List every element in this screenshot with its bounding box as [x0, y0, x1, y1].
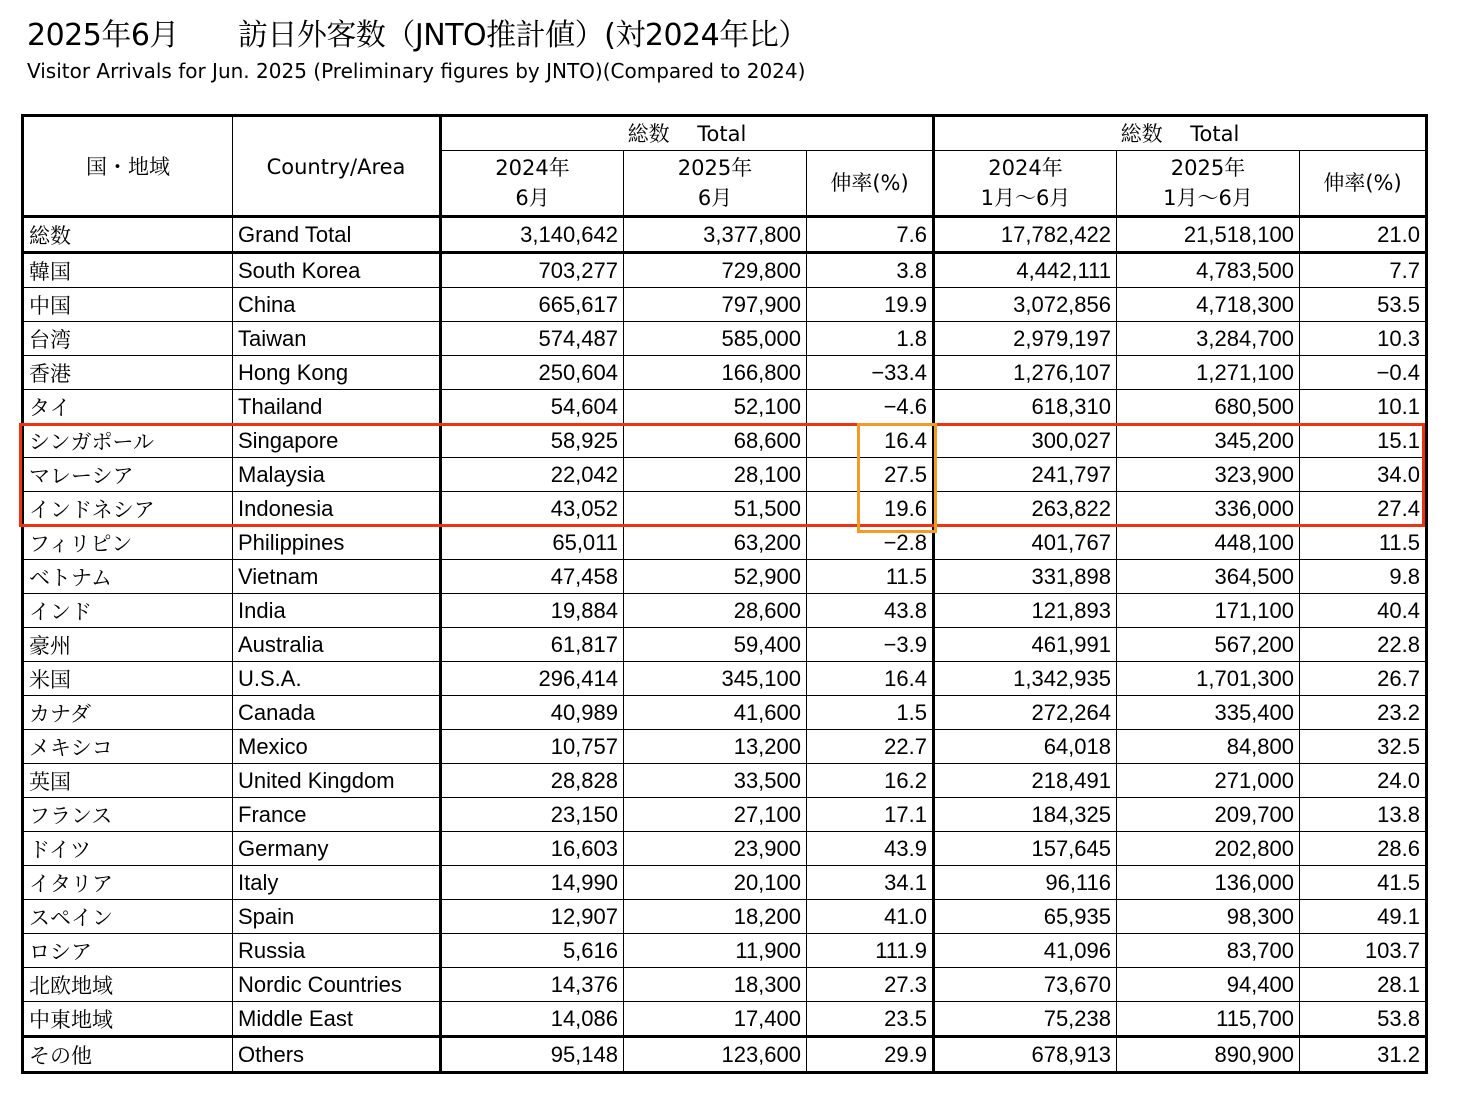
cell-yg: 24.0 [1300, 764, 1427, 798]
cell-m2024: 703,277 [441, 253, 624, 288]
table-row [23, 900, 1427, 934]
cell-y2025: 115,700 [1117, 1002, 1300, 1037]
table-row [23, 390, 1427, 424]
cell-m2025: 13,200 [624, 730, 807, 764]
cell-m2025: 59,400 [624, 628, 807, 662]
table-row [23, 253, 1427, 288]
cell-m2025: 11,900 [624, 934, 807, 968]
cell-en: Singapore [233, 424, 441, 458]
cell-mg: 1.8 [807, 322, 934, 356]
cell-y2025: 202,800 [1117, 832, 1300, 866]
table-row [23, 934, 1427, 968]
cell-mg: −3.9 [807, 628, 934, 662]
column-header-country-ja: 国・地域 [23, 116, 233, 217]
table-row [23, 492, 1427, 526]
cell-m2025: 123,600 [624, 1037, 807, 1073]
table-row [23, 1002, 1427, 1037]
cell-yg: 10.3 [1300, 322, 1427, 356]
cell-yg: 26.7 [1300, 662, 1427, 696]
cell-mg: 16.4 [807, 662, 934, 696]
cell-ja: 英国 [23, 764, 233, 798]
cell-en: Vietnam [233, 560, 441, 594]
cell-m2024: 23,150 [441, 798, 624, 832]
cell-y2025: 345,200 [1117, 424, 1300, 458]
cell-en: Russia [233, 934, 441, 968]
table-row [23, 628, 1427, 662]
cell-y2025: 271,000 [1117, 764, 1300, 798]
cell-ja: 台湾 [23, 322, 233, 356]
cell-yg: 15.1 [1300, 424, 1427, 458]
cell-m2025: 729,800 [624, 253, 807, 288]
group-header-ytd: 総数 Total [934, 116, 1427, 151]
cell-yg: 40.4 [1300, 594, 1427, 628]
cell-m2024: 43,052 [441, 492, 624, 526]
cell-m2025: 28,600 [624, 594, 807, 628]
cell-mg: 16.2 [807, 764, 934, 798]
cell-m2025: 585,000 [624, 322, 807, 356]
table-row [23, 662, 1427, 696]
cell-y2025: 171,100 [1117, 594, 1300, 628]
cell-m2025: 52,100 [624, 390, 807, 424]
cell-m2025: 33,500 [624, 764, 807, 798]
cell-y2024: 300,027 [934, 424, 1117, 458]
column-header-ytd-2025: 2025年 1月〜6月 [1117, 151, 1300, 217]
cell-en: Philippines [233, 526, 441, 560]
cell-y2025: 84,800 [1117, 730, 1300, 764]
cell-yg: 9.8 [1300, 560, 1427, 594]
cell-y2024: 272,264 [934, 696, 1117, 730]
cell-m2024: 22,042 [441, 458, 624, 492]
cell-y2024: 461,991 [934, 628, 1117, 662]
cell-m2024: 296,414 [441, 662, 624, 696]
cell-y2024: 2,979,197 [934, 322, 1117, 356]
cell-m2024: 14,376 [441, 968, 624, 1002]
cell-ja: 香港 [23, 356, 233, 390]
cell-y2024: 157,645 [934, 832, 1117, 866]
table-body [23, 217, 1427, 1073]
cell-y2025: 336,000 [1117, 492, 1300, 526]
cell-m2025: 51,500 [624, 492, 807, 526]
cell-mg: 23.5 [807, 1002, 934, 1037]
cell-y2025: 1,271,100 [1117, 356, 1300, 390]
cell-en: China [233, 288, 441, 322]
cell-ja: 豪州 [23, 628, 233, 662]
cell-mg: −2.8 [807, 526, 934, 560]
cell-y2025: 4,783,500 [1117, 253, 1300, 288]
column-header-ytd-2024: 2024年 1月〜6月 [934, 151, 1117, 217]
cell-y2024: 184,325 [934, 798, 1117, 832]
cell-m2025: 18,200 [624, 900, 807, 934]
cell-m2024: 250,604 [441, 356, 624, 390]
cell-en: Malaysia [233, 458, 441, 492]
table-row [23, 560, 1427, 594]
cell-en: Taiwan [233, 322, 441, 356]
cell-m2024: 16,603 [441, 832, 624, 866]
cell-ja: メキシコ [23, 730, 233, 764]
cell-ja: ベトナム [23, 560, 233, 594]
cell-y2025: 364,500 [1117, 560, 1300, 594]
cell-y2024: 1,276,107 [934, 356, 1117, 390]
cell-ja: カナダ [23, 696, 233, 730]
cell-mg: 11.5 [807, 560, 934, 594]
table-row [23, 696, 1427, 730]
cell-y2025: 323,900 [1117, 458, 1300, 492]
cell-m2024: 40,989 [441, 696, 624, 730]
cell-en: Thailand [233, 390, 441, 424]
cell-en: Italy [233, 866, 441, 900]
cell-mg: 7.6 [807, 217, 934, 253]
cell-m2024: 28,828 [441, 764, 624, 798]
cell-y2025: 448,100 [1117, 526, 1300, 560]
cell-m2025: 18,300 [624, 968, 807, 1002]
cell-y2024: 65,935 [934, 900, 1117, 934]
cell-ja: マレーシア [23, 458, 233, 492]
column-header-ytd-growth: 伸率(%) [1300, 151, 1427, 217]
table-row [23, 730, 1427, 764]
cell-en: France [233, 798, 441, 832]
cell-m2024: 54,604 [441, 390, 624, 424]
cell-en: Germany [233, 832, 441, 866]
cell-m2025: 23,900 [624, 832, 807, 866]
cell-mg: 3.8 [807, 253, 934, 288]
cell-y2025: 3,284,700 [1117, 322, 1300, 356]
cell-y2024: 678,913 [934, 1037, 1117, 1073]
cell-ja: 総数 [23, 217, 233, 253]
table-row [23, 322, 1427, 356]
cell-mg: 41.0 [807, 900, 934, 934]
cell-en: United Kingdom [233, 764, 441, 798]
cell-y2024: 218,491 [934, 764, 1117, 798]
table-row [23, 356, 1427, 390]
cell-y2025: 21,518,100 [1117, 217, 1300, 253]
cell-yg: 11.5 [1300, 526, 1427, 560]
cell-ja: スペイン [23, 900, 233, 934]
cell-mg: 43.8 [807, 594, 934, 628]
cell-y2024: 41,096 [934, 934, 1117, 968]
cell-ja: 韓国 [23, 253, 233, 288]
cell-y2024: 96,116 [934, 866, 1117, 900]
cell-ja: タイ [23, 390, 233, 424]
cell-yg: 23.2 [1300, 696, 1427, 730]
table-row [23, 1037, 1427, 1073]
cell-y2024: 75,238 [934, 1002, 1117, 1037]
cell-ja: その他 [23, 1037, 233, 1073]
cell-m2024: 58,925 [441, 424, 624, 458]
cell-y2024: 64,018 [934, 730, 1117, 764]
cell-m2024: 19,884 [441, 594, 624, 628]
cell-y2025: 83,700 [1117, 934, 1300, 968]
cell-m2024: 47,458 [441, 560, 624, 594]
cell-yg: 32.5 [1300, 730, 1427, 764]
cell-mg: 111.9 [807, 934, 934, 968]
cell-y2024: 1,342,935 [934, 662, 1117, 696]
table-row [23, 798, 1427, 832]
cell-ja: フランス [23, 798, 233, 832]
cell-m2024: 61,817 [441, 628, 624, 662]
cell-m2025: 63,200 [624, 526, 807, 560]
cell-m2025: 166,800 [624, 356, 807, 390]
cell-yg: 21.0 [1300, 217, 1427, 253]
cell-y2024: 263,822 [934, 492, 1117, 526]
cell-m2025: 27,100 [624, 798, 807, 832]
cell-yg: 53.5 [1300, 288, 1427, 322]
group-header-june: 総数 Total [441, 116, 934, 151]
cell-en: Spain [233, 900, 441, 934]
cell-mg: 1.5 [807, 696, 934, 730]
table-row [23, 764, 1427, 798]
table-row [23, 424, 1427, 458]
cell-m2024: 14,990 [441, 866, 624, 900]
cell-yg: 53.8 [1300, 1002, 1427, 1037]
cell-yg: 34.0 [1300, 458, 1427, 492]
cell-yg: 28.6 [1300, 832, 1427, 866]
column-header-june-growth: 伸率(%) [807, 151, 934, 217]
cell-mg: 27.5 [807, 458, 934, 492]
cell-y2024: 241,797 [934, 458, 1117, 492]
cell-en: India [233, 594, 441, 628]
cell-en: Australia [233, 628, 441, 662]
cell-en: Canada [233, 696, 441, 730]
table-row [23, 968, 1427, 1002]
cell-ja: 中国 [23, 288, 233, 322]
cell-m2025: 17,400 [624, 1002, 807, 1037]
table-row [23, 526, 1427, 560]
cell-yg: −0.4 [1300, 356, 1427, 390]
cell-m2025: 797,900 [624, 288, 807, 322]
cell-m2024: 65,011 [441, 526, 624, 560]
cell-y2024: 17,782,422 [934, 217, 1117, 253]
table-row [23, 866, 1427, 900]
column-header-june-2025: 2025年 6月 [624, 151, 807, 217]
cell-yg: 22.8 [1300, 628, 1427, 662]
cell-yg: 27.4 [1300, 492, 1427, 526]
cell-m2025: 28,100 [624, 458, 807, 492]
cell-m2024: 14,086 [441, 1002, 624, 1037]
cell-y2025: 209,700 [1117, 798, 1300, 832]
cell-mg: 43.9 [807, 832, 934, 866]
cell-mg: 27.3 [807, 968, 934, 1002]
cell-mg: −33.4 [807, 356, 934, 390]
cell-m2024: 12,907 [441, 900, 624, 934]
cell-m2025: 41,600 [624, 696, 807, 730]
cell-yg: 41.5 [1300, 866, 1427, 900]
cell-yg: 49.1 [1300, 900, 1427, 934]
table-row [23, 832, 1427, 866]
cell-m2025: 345,100 [624, 662, 807, 696]
page-title: 2025年6月 訪日外客数（JNTO推計値）(対2024年比） [27, 18, 808, 53]
cell-ja: 米国 [23, 662, 233, 696]
cell-m2024: 3,140,642 [441, 217, 624, 253]
cell-y2024: 4,442,111 [934, 253, 1117, 288]
cell-m2024: 95,148 [441, 1037, 624, 1073]
cell-yg: 103.7 [1300, 934, 1427, 968]
cell-en: Others [233, 1037, 441, 1073]
cell-mg: 19.6 [807, 492, 934, 526]
cell-y2025: 4,718,300 [1117, 288, 1300, 322]
visitor-arrivals-table [21, 114, 1428, 1074]
cell-en: Hong Kong [233, 356, 441, 390]
cell-m2025: 68,600 [624, 424, 807, 458]
page-subtitle: Visitor Arrivals for Jun. 2025 (Preliminary figures by JNTO)(Compared to 2024) [27, 59, 806, 83]
cell-y2025: 567,200 [1117, 628, 1300, 662]
cell-y2025: 890,900 [1117, 1037, 1300, 1073]
cell-mg: 29.9 [807, 1037, 934, 1073]
cell-en: U.S.A. [233, 662, 441, 696]
cell-mg: 19.9 [807, 288, 934, 322]
cell-y2025: 94,400 [1117, 968, 1300, 1002]
cell-y2024: 73,670 [934, 968, 1117, 1002]
column-header-june-2024: 2024年 6月 [441, 151, 624, 217]
table-row [23, 458, 1427, 492]
cell-ja: シンガポール [23, 424, 233, 458]
cell-m2024: 10,757 [441, 730, 624, 764]
cell-yg: 31.2 [1300, 1037, 1427, 1073]
cell-ja: インド [23, 594, 233, 628]
cell-m2024: 665,617 [441, 288, 624, 322]
cell-y2025: 680,500 [1117, 390, 1300, 424]
column-header-country-en: Country/Area [233, 116, 441, 217]
table-row [23, 217, 1427, 253]
cell-mg: 22.7 [807, 730, 934, 764]
cell-en: South Korea [233, 253, 441, 288]
cell-mg: 17.1 [807, 798, 934, 832]
table-row [23, 594, 1427, 628]
cell-en: Middle East [233, 1002, 441, 1037]
cell-mg: 16.4 [807, 424, 934, 458]
cell-y2024: 618,310 [934, 390, 1117, 424]
cell-y2025: 136,000 [1117, 866, 1300, 900]
cell-y2024: 121,893 [934, 594, 1117, 628]
cell-en: Grand Total [233, 217, 441, 253]
cell-yg: 28.1 [1300, 968, 1427, 1002]
cell-ja: ロシア [23, 934, 233, 968]
cell-y2024: 331,898 [934, 560, 1117, 594]
cell-yg: 13.8 [1300, 798, 1427, 832]
cell-ja: イタリア [23, 866, 233, 900]
cell-yg: 10.1 [1300, 390, 1427, 424]
table-row [23, 288, 1427, 322]
cell-yg: 7.7 [1300, 253, 1427, 288]
cell-en: Nordic Countries [233, 968, 441, 1002]
cell-en: Mexico [233, 730, 441, 764]
cell-mg: 34.1 [807, 866, 934, 900]
cell-y2025: 1,701,300 [1117, 662, 1300, 696]
cell-y2024: 401,767 [934, 526, 1117, 560]
cell-ja: 北欧地域 [23, 968, 233, 1002]
cell-en: Indonesia [233, 492, 441, 526]
cell-mg: −4.6 [807, 390, 934, 424]
cell-ja: インドネシア [23, 492, 233, 526]
cell-y2024: 3,072,856 [934, 288, 1117, 322]
cell-m2025: 20,100 [624, 866, 807, 900]
cell-ja: 中東地域 [23, 1002, 233, 1037]
cell-y2025: 335,400 [1117, 696, 1300, 730]
cell-ja: ドイツ [23, 832, 233, 866]
cell-ja: フィリピン [23, 526, 233, 560]
cell-m2024: 5,616 [441, 934, 624, 968]
cell-y2025: 98,300 [1117, 900, 1300, 934]
cell-m2025: 52,900 [624, 560, 807, 594]
cell-m2024: 574,487 [441, 322, 624, 356]
cell-m2025: 3,377,800 [624, 217, 807, 253]
